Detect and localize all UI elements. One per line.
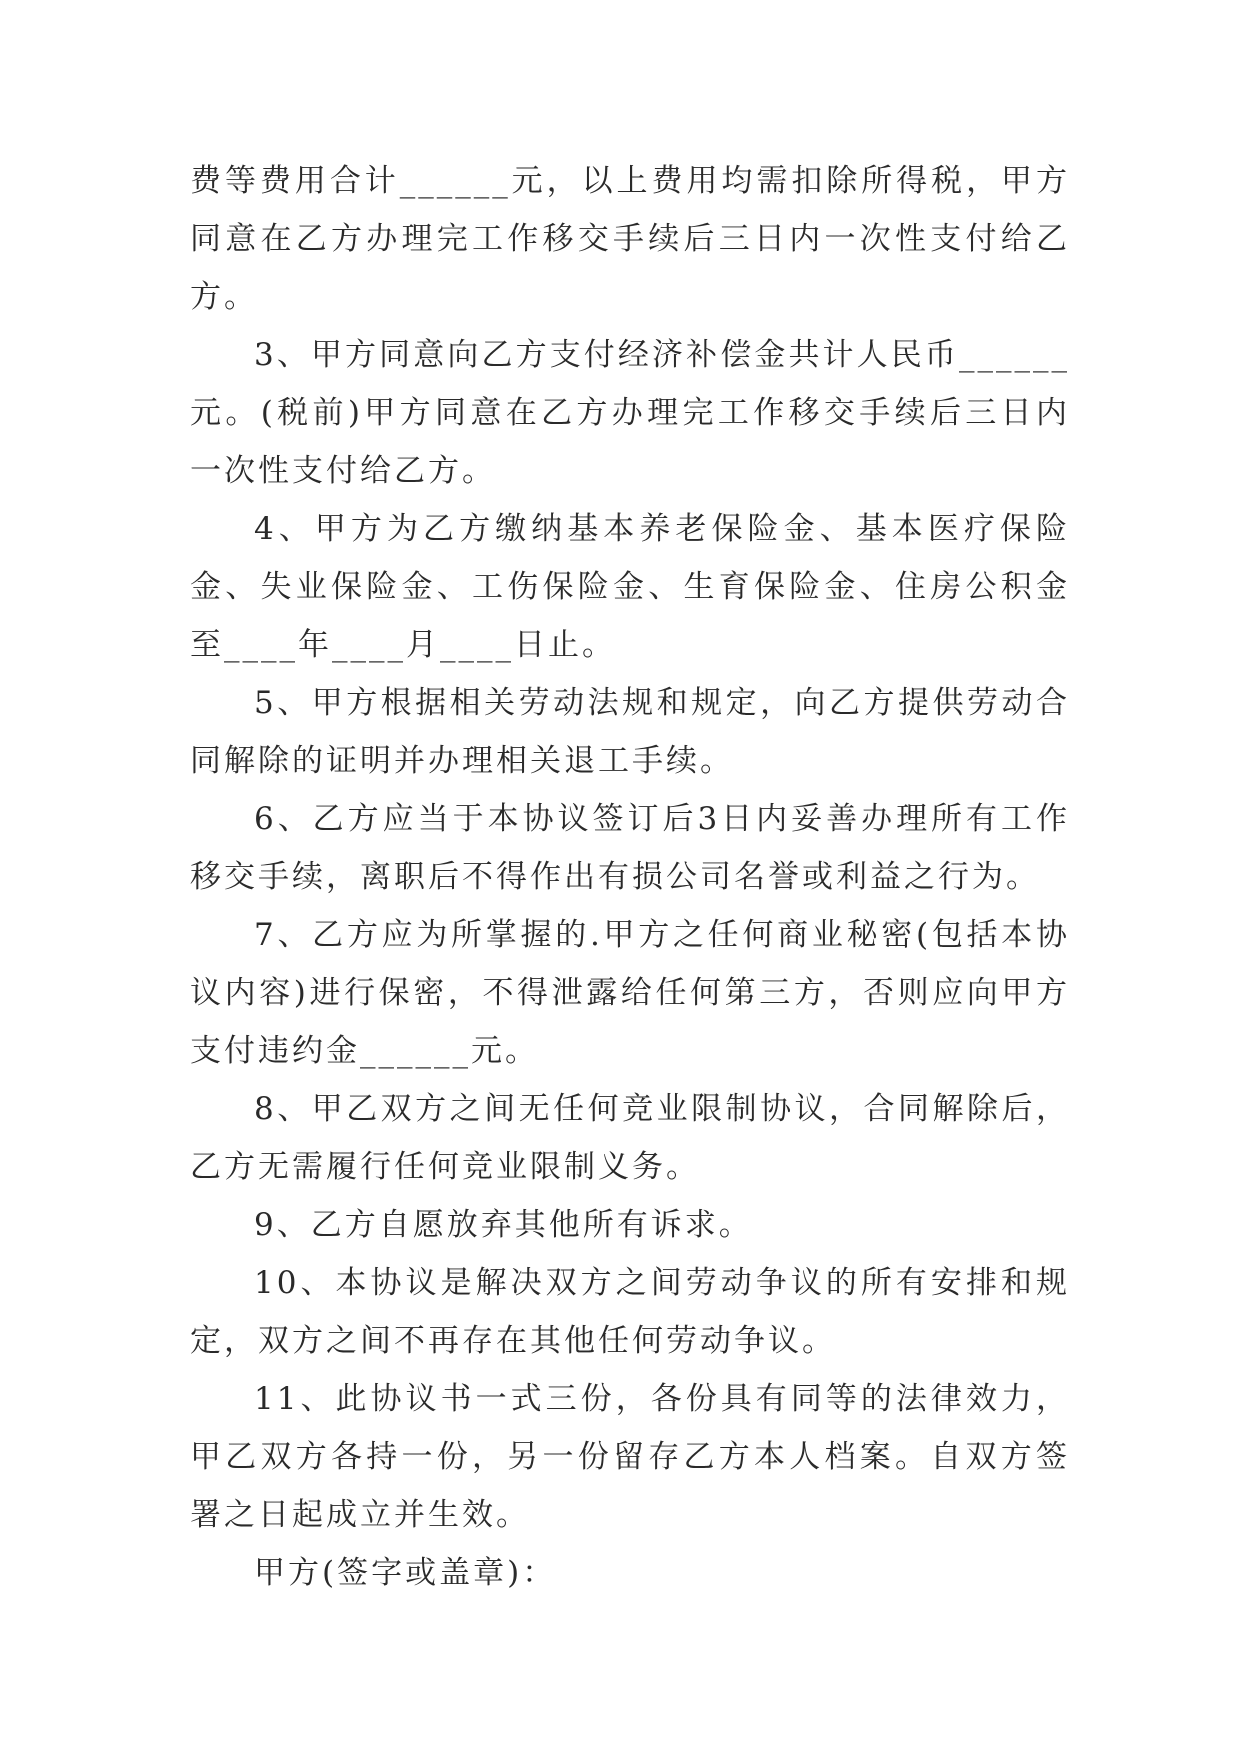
paragraph-item-5: 5、甲方根据相关劳动法规和规定，向乙方提供劳动合同解除的证明并办理相关退工手续。 [190, 685, 1070, 779]
paragraph-item-10: 10、本协议是解决双方之间劳动争议的所有安排和规定，双方之间不再存在其他任何劳动争议。 [190, 1265, 1070, 1359]
paragraph-item-9: 9、乙方自愿放弃其他所有诉求。 [254, 1207, 753, 1243]
paragraph-item-11: 11、此协议书一式三份，各份具有同等的法律效力，甲乙双方各持一份，另一份留存乙方本人档案。自双方签署之日起成立并生效。 [190, 1381, 1070, 1533]
paragraph-item-8: 8、甲乙双方之间无任何竞业限制协议，合同解除后，乙方无需履行任何竞业限制义务。 [190, 1091, 1070, 1185]
signature-party-a: 甲方(签字或盖章)： [254, 1555, 557, 1591]
paragraph-item-7: 7、乙方应为所掌握的.甲方之任何商业秘密(包括本协议内容)进行保密，不得泄露给任何第三方，否则应向甲方支付违约金______元。 [190, 917, 1070, 1069]
paragraph-item-3: 3、甲方同意向乙方支付经济补偿金共计人民币______元。(税前)甲方同意在乙方办理完工作移交手续后三日内一次性支付给乙方。 [190, 337, 1070, 489]
paragraph-fee-total: 费等费用合计______元，以上费用均需扣除所得税，甲方同意在乙方办理完工作移交手续后三日内一次性支付给乙方。 [190, 163, 1070, 315]
document-body [190, 152, 1070, 1602]
paragraph-item-4: 4、甲方为乙方缴纳基本养老保险金、基本医疗保险金、失业保险金、工伤保险金、生育保险金、住房公积金至____年____月____日止。 [190, 511, 1070, 663]
paragraph-item-6: 6、乙方应当于本协议签订后3日内妥善办理所有工作移交手续，离职后不得作出有损公司名誉或利益之行为。 [190, 801, 1070, 895]
